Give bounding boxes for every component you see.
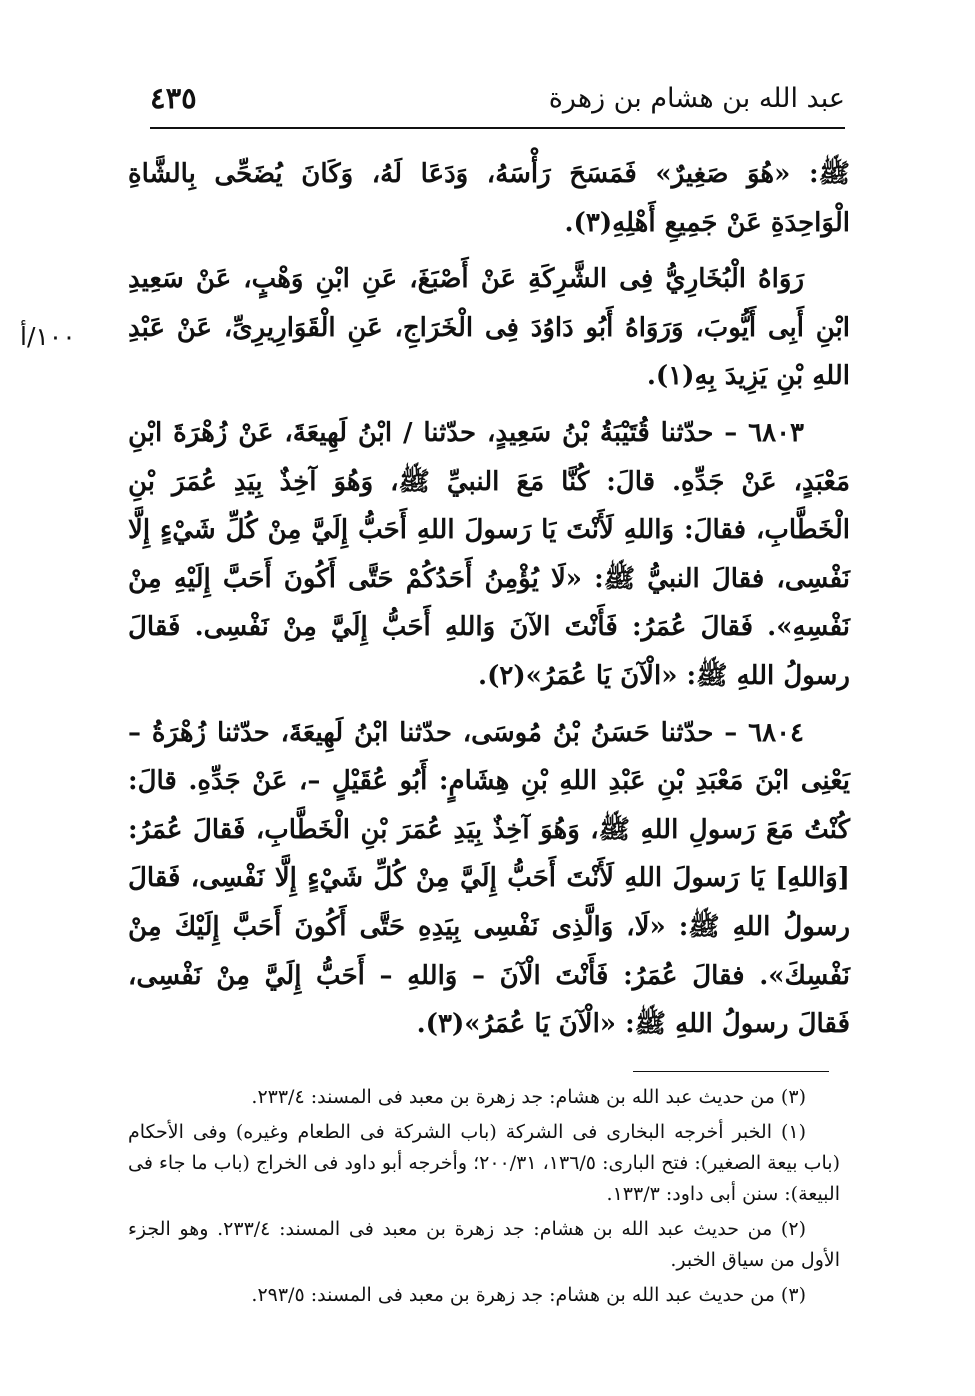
- footnote-item: (٣) من حديث عبد الله بن هشام: جد زهرة بن معبد فى المسند: ٢٣٣/٤.: [251, 1086, 806, 1108]
- page-number: ٤٣٥: [150, 81, 197, 115]
- main-text: [128, 150, 850, 1057]
- footnote-item: (١) الخبر أخرجه البخارى فى الشركة (باب الشركة فى الطعام وغيره) وفى الأحكام (باب بيعة الصغير): فتح البارى: ١٣٦/٥، ٢٠٠/٣١؛ وأخرجه أبو داود فى الخراج (باب ما جاء فى البيعة): سنن أبى داود: ١٣٣/٣.: [128, 1121, 841, 1205]
- footnote-item: (٢) من حديث عبد الله بن هشام: جد زهرة بن معبد فى المسند: ٢٣٣/٤. وهو الجزء الأول من سياق الخبر.: [128, 1218, 840, 1271]
- paragraph-narration: رَوَاهُ الْبُخَارِيُّ فِى الشَّرِكَةِ عَنْ أَصْبَغَ، عَنِ ابْنِ وَهْبٍ، عَنْ سَعِيدِ ابْنِ أَبِى أَيُّوبَ، وَرَوَاهُ أَبُو دَاوُدَ فِى الْخَرَاجِ، عَنِ الْقَوَارِيرِىِّ، عَنْ عَبْدِ اللهِ بْنِ يَزِيدَ بِهِ(١).: [128, 264, 850, 392]
- footnote-item: (٣) من حديث عبد الله بن هشام: جد زهرة بن معبد فى المسند: ٢٩٣/٥.: [251, 1284, 806, 1306]
- running-header: [150, 75, 845, 129]
- hadith-6804: ٦٨٠٤ – حدّثنا حَسَنُ بْنُ مُوسَى، حدّثنا ابْنُ لَهِيعَةَ، حدّثنا زُهْرَةُ – يَعْنِى ابْنَ مَعْبَدِ بْنِ عَبْدِ اللهِ بْنِ هِشَامٍ: أَبُو عُقَيْلٍ –، عَنْ جَدِّهِ. قالَ: كُنْتُ مَعَ رَسولِ اللهِ ﷺ، وَهُوَ آخِذٌ بِيَدِ عُمَرَ بْنِ الْخَطَّابِ، فَقالَ عُمَرُ: [وَاللهِ] يَا رَسولَ اللهِ لَأَنْتَ أَحَبُّ إِلَيَّ مِنْ كُلِّ شَيْءٍ إِلَّا نَفْسِى، فَقالَ رسولُ اللهِ ﷺ: «لَا، وَالَّذِى نَفْسِى بِيَدِهِ حَتَّى أَكُونَ أَحَبَّ إِلَيْكَ مِنْ نَفْسِكَ». فقالَ عُمَرُ: فَأَنْتَ الْآنَ – وَاللهِ – أَحَبُّ إِلَيَّ مِنْ نَفْسِى، فَقالَ رسولُ اللهِ ﷺ: «الْآنَ يَا عُمَرُ»(٣).: [128, 717, 850, 1040]
- header-title: عبد الله بن هشام بن زهرة: [548, 83, 845, 114]
- hadith-6803: ٦٨٠٣ – حدّثنا قُتَيْبَةُ بْنُ سَعِيدٍ، حدّثنا / ابْنُ لَهِيعَةَ، عَنْ زُهْرَةَ ابْنِ مَعْبَدٍ، عَنْ جَدِّهِ. قالَ: كُنَّا مَعَ النبيِّ ﷺ، وَهُوَ آخِذٌ بِيَدِ عُمَرَ بْنِ الْخَطَّابِ، فقالَ: وَاللهِ لَأَنْتَ يَا رَسولَ اللهِ أَحَبُّ إِلَيَّ مِنْ كُلِّ شَيْءٍ إِلَّا نَفْسِى، فقالَ النبيُّ ﷺ: «لَا يُؤْمِنُ أَحَدُكُمْ حَتَّى أَكُونَ أَحَبَّ إِلَيْهِ مِنْ نَفْسِهِ». فَقالَ عُمَرُ: فَأَنْتَ الآنَ وَاللهِ أَحَبُّ إِلَيَّ مِنْ نَفْسِى. فَقالَ رسولُ اللهِ ﷺ: «الْآنَ يَا عُمَرُ»(٢).: [128, 417, 850, 691]
- marginal-folio-note: ١٠٠/أ: [20, 322, 76, 351]
- footnotes: [128, 1082, 840, 1315]
- paragraph-continuation: ﷺ: «هُوَ صَغِيرٌ» فَمَسَحَ رَأْسَهُ، وَدَعَا لَهُ، وَكَانَ يُضَحِّى بِالشَّاةِ الْوَاحِدَةِ عَنْ جَمِيعِ أَهْلِهِ(٣).: [128, 159, 850, 238]
- footnote-divider: [633, 1071, 829, 1072]
